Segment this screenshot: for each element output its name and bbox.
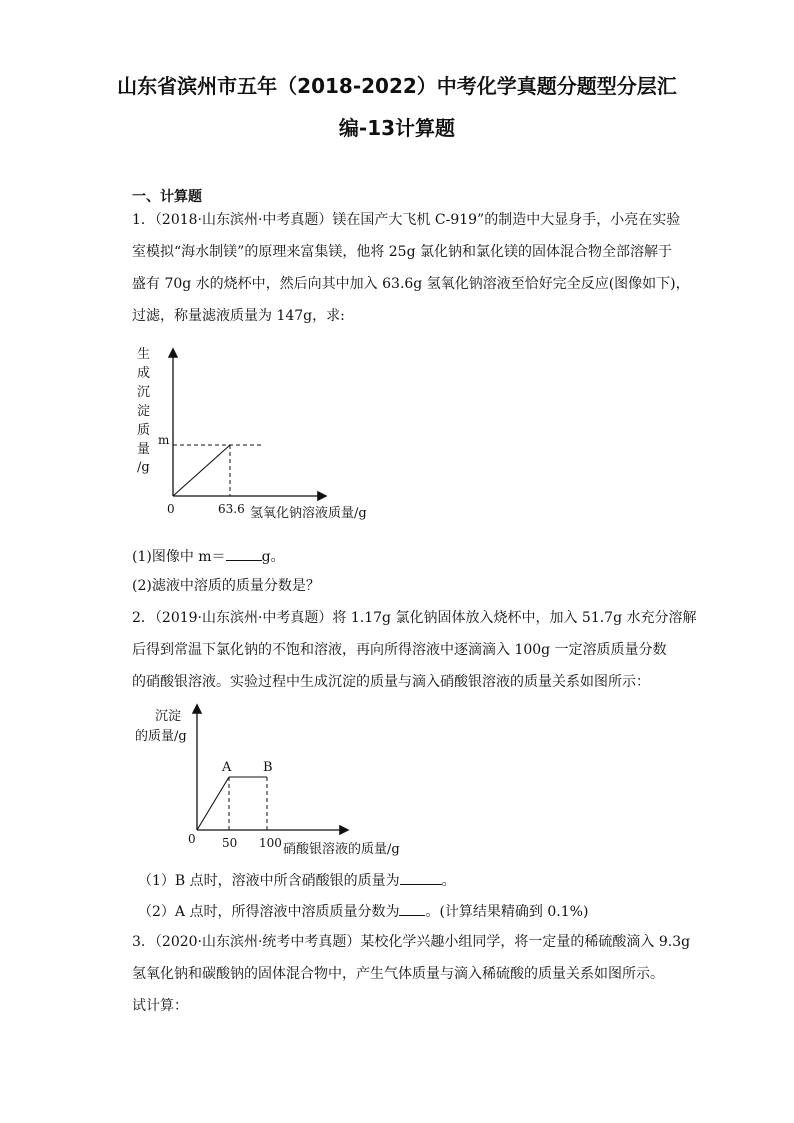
q1-answer-blank[interactable] [226,545,262,561]
q2-text-line-2: 后得到常温下氯化钠的不饱和溶液，再向所得溶液中逐滴滴入 100g 一定溶质质量分数 [132,642,667,658]
q2-answer-blank-1[interactable] [400,869,442,885]
q2-text-line-3: 的硝酸银溶液。实验过程中生成沉淀的质量与滴入硝酸银溶液的质量关系如图所示： [132,674,650,690]
q1-graph [125,340,395,530]
q1-m-label: m [158,433,170,447]
q1-ylabel-char-5: 质 [137,423,151,438]
q1-sub-question-2: (2)滤液中溶质的质量分数是？ [132,578,320,594]
document-title-line-1: 山东省滨州市五年（2018-2022）中考化学真题分题型分层汇 [117,74,677,98]
q2-ylabel-line-1: 沉淀 [155,709,182,724]
q1-ylabel-char-3: 沉 [137,385,151,400]
q2-graph [125,700,425,865]
q2-sub2-prefix: （2）A 点时，所得溶液中溶质质量分数为 [138,904,400,920]
q2-sub-question-1 [138,869,456,891]
q1-text-line-4: 过滤，称量滤液质量为 147g，求: [132,308,345,324]
q2-curve-rise [197,777,229,830]
q1-x-axis-label: 氢氧化钠溶液质量/g [250,506,367,521]
q2-sub1-prefix: （1）B 点时，溶液中所含硝酸银的质量为 [138,873,400,889]
q3-text-line-1: 3．（2020·山东滨州·统考中考真题）某校化学兴趣小组同学，将一定量的稀硫酸滴入 9.3g [132,934,691,950]
document-title-line-2: 编-13计算题 [338,116,456,140]
q2-answer-blank-2[interactable] [399,900,425,916]
q2-sub1-suffix: 。 [441,873,456,889]
q1-ylabel-char-1: 生 [137,347,151,362]
q1-sub-question-1 [132,545,285,567]
q1-origin-label: 0 [167,502,175,516]
section-heading: 一、计算题 [132,189,202,205]
q2-origin-label: 0 [188,832,196,846]
q2-x-axis-label: 硝酸银溶液的质量/g [283,842,400,857]
q1-ylabel-char-6: 量 [137,442,151,457]
q1-text-line-2: 室模拟“海水制镁”的原理来富集镁，他将 25g 氯化钠和氯化镁的固体混合物全部溶解于 [132,244,672,260]
q2-ylabel-line-2: 的质量/g [135,729,187,744]
q3-text-line-2: 氢氧化钠和碳酸钠的固体混合物中，产生气体质量与滴入稀硫酸的质量关系如图所示。 [132,966,664,982]
q1-ylabel-char-2: 成 [137,366,151,381]
q2-sub-question-2 [138,900,588,922]
q1-sub1-prefix: (1)图像中 m＝ [132,549,226,565]
q1-sub1-suffix: g。 [261,549,285,565]
q2-tick-50: 50 [222,836,238,850]
q1-ylabel-char-7: /g [137,460,150,475]
q2-sub2-suffix: 。(计算结果精确到 0.1%) [425,904,589,920]
q2-point-a-label: A [222,760,232,775]
q2-text-line-1: 2．（2019·山东滨州·中考真题）将 1.17g 氯化钠固体放入烧杯中，加入 51.7g 水充分溶解 [132,610,697,626]
q1-text-line-1: 1．（2018·山东滨州·中考真题）镁在国产大飞机 C-919”的制造中大显身手，小亮在实验 [132,212,681,228]
q1-text-line-3: 盛有 70g 水的烧杯中，然后向其中加入 63.6g 氢氧化钠溶液至恰好完全反应(图像如下)， [132,276,690,292]
q1-curve-rise [173,445,230,496]
q3-text-line-3: 试计算： [132,998,188,1014]
q2-point-b-label: B [263,760,273,775]
q2-tick-100: 100 [259,836,282,850]
q1-x-tick-label: 63.6 [218,502,245,516]
q1-ylabel-char-4: 淀 [137,404,151,419]
